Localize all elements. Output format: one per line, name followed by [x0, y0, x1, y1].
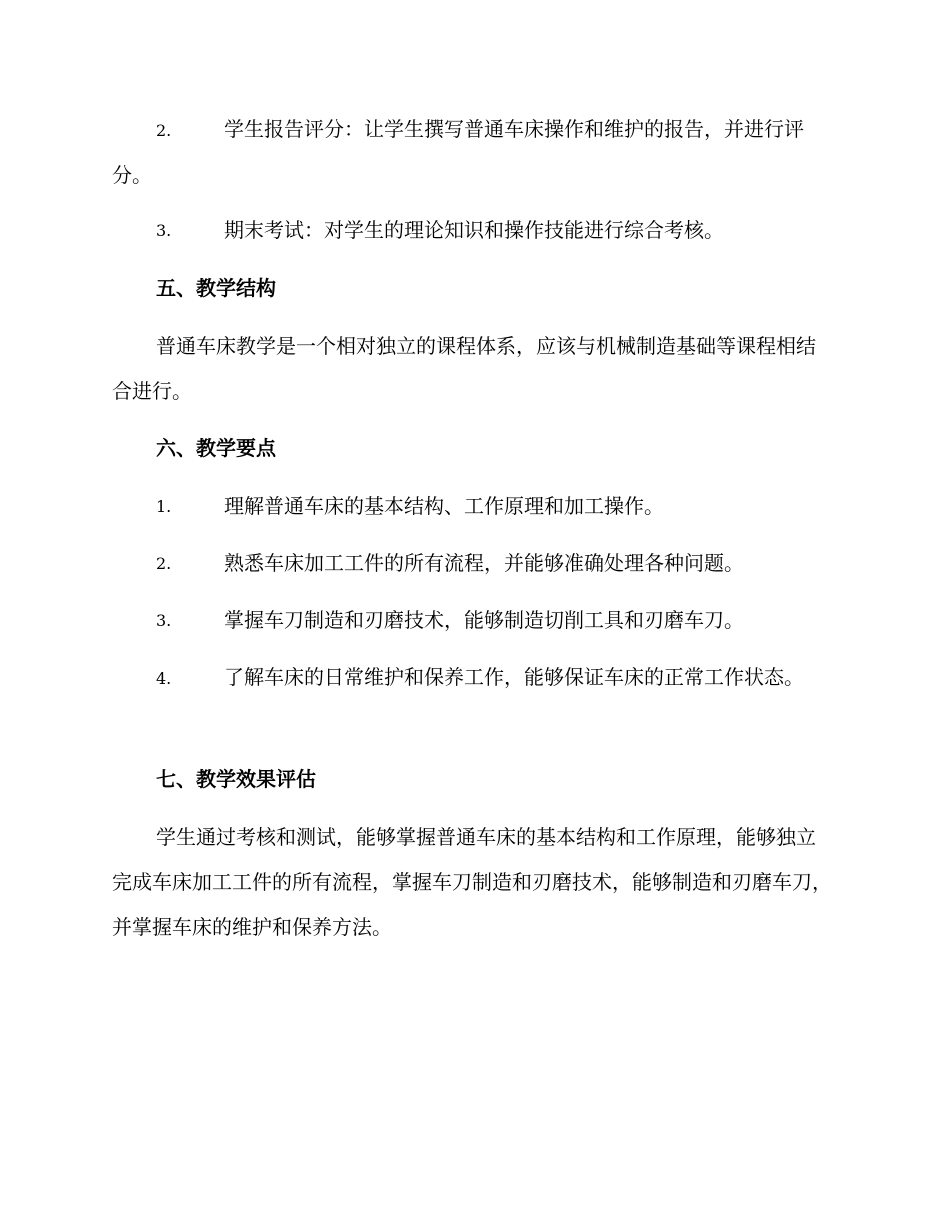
- list-item: [112, 107, 834, 198]
- list-item: [156, 484, 856, 529]
- list-item-text: 了解车床的日常维护和保养工作，能够保证车床的正常工作状态。: [224, 665, 804, 689]
- list-item-text: 理解普通车床的基本结构、工作原理和加工操作。: [224, 494, 664, 518]
- list-number: 1.: [156, 497, 172, 516]
- list-item-text: 掌握车刀制造和刃磨技术，能够制造切削工具和刃磨车刀。: [224, 608, 744, 632]
- section-heading: 六、教学要点: [156, 436, 276, 460]
- list-number: 2.: [156, 554, 172, 573]
- list-item: [156, 208, 856, 253]
- list-number: 4.: [156, 669, 172, 688]
- list-number: 3.: [156, 611, 172, 630]
- list-item: [156, 598, 856, 643]
- section-heading: 五、教学结构: [156, 276, 276, 300]
- paragraph: 普通车床教学是一个相对独立的课程体系，应该与机械制造基础等课程相结合进行。: [112, 334, 816, 403]
- list-item: [112, 655, 834, 701]
- section-heading: 七、教学效果评估: [156, 767, 316, 791]
- list-number: 2.: [156, 121, 172, 140]
- list-item-text: 学生报告评分：让学生撰写普通车床操作和维护的报告，并进行评分。: [112, 117, 804, 187]
- list-item-text: 期末考试：对学生的理论知识和操作技能进行综合考核。: [224, 218, 724, 242]
- list-number: 3.: [156, 221, 172, 240]
- list-item: [156, 541, 856, 586]
- paragraph: 学生通过考核和测试，能够掌握普通车床的基本结构和工作原理，能够独立完成车床加工工件的所有流程，掌握车刀制造和刃磨技术，能够制造和刃磨车刀，并掌握车床的维护和保养方法。: [112, 825, 832, 939]
- list-item-text: 熟悉车床加工工件的所有流程，并能够准确处理各种问题。: [224, 551, 744, 575]
